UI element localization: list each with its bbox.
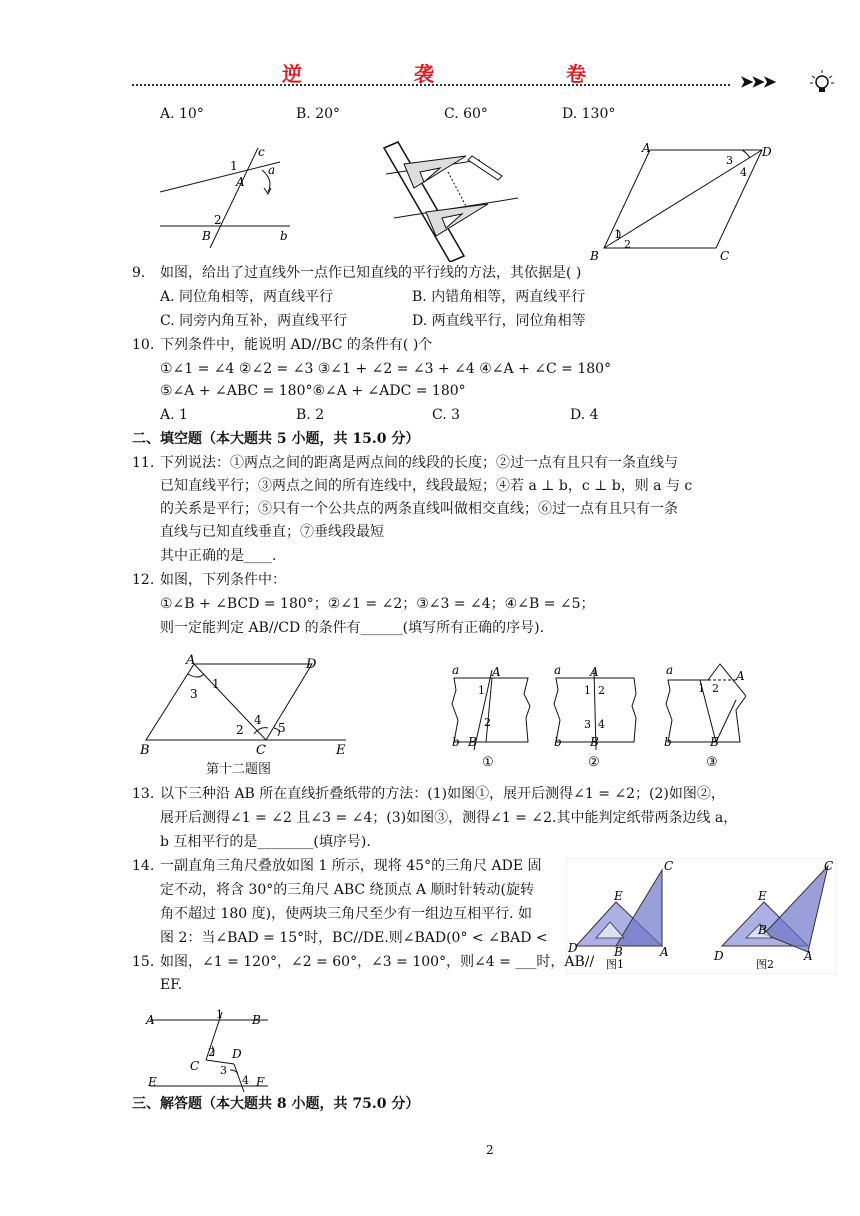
fig8c-label-D: D [762,145,772,159]
fig13-label-4b: 4 [598,718,605,731]
q8-option-d: D. 130° [562,106,616,122]
fig13-label-A3: A [736,669,745,683]
fig15-label-4: 4 [242,1074,249,1087]
fig13-label-b3: b [664,735,672,749]
q11-line-3: 的关系是平行；⑤只有一个公共点的两条直线叫做相交直线；⑥过一点有且只有一条 [160,501,678,517]
fig15-label-B: B [252,1013,261,1027]
fig8c-label-C: C [720,249,730,263]
q13-line-3: b 互相平行的是________(填序号). [160,834,371,850]
fig12-label-3: 3 [190,687,198,701]
q9-option-a: A. 同位角相等，两直线平行 [160,289,334,305]
q11-line-4: 直线与已知直线垂直；⑦垂线段最短 [160,524,384,540]
page-number: 2 [486,1143,494,1157]
figure-q13-strips [446,660,746,772]
fig12-caption: 第十二题图 [206,762,272,777]
q14-line-4: 图 2：当∠BAD = 15°时，BC//DE.则∠BAD(0° < ∠BAD < [160,930,548,946]
fig13-label-1c: 1 [698,682,705,695]
fig8c-label-1: 1 [614,228,621,241]
fig8a-label-2: 2 [214,213,222,227]
q8-option-b: B. 20° [296,106,341,122]
q12-number: 12. [132,572,155,588]
figure-q12-trapezoid [136,652,366,762]
q9-text: 如图，给出了过直线外一点作已知直线的平行线的方法，其依据是( ) [160,265,582,281]
fig13-caption-1: ① [482,755,494,770]
q10-number: 10. [132,337,155,353]
q15-line-1: 如图，∠1 = 120°，∠2 = 60°，∠3 = 100°，则∠4 = ___时，AB// [160,954,595,970]
q9-option-b: B. 内错角相等，两直线平行 [412,289,586,305]
fig14-label-C2: C [824,859,834,873]
q12-line-1: 如图，下列条件中： [160,572,286,588]
q14-line-2: 定不动，将含 30°的三角尺 ABC 绕顶点 A 顺时针转动(旋转 [160,882,535,898]
fig8c-label-4: 4 [740,166,747,179]
q9-option-d: D. 两直线平行，同位角相等 [412,313,586,329]
fig12-label-D: D [306,657,317,672]
fig12-label-4: 4 [254,713,262,727]
fig13-label-B1: B [468,735,477,749]
q14-number: 14. [132,858,155,874]
fig8a-label-a: a [268,163,276,177]
figure-q8-lines [150,140,300,250]
section-answer-heading: 三、解答题（本大题共 8 小题，共 75.0 分） [132,1096,420,1112]
q15-number: 15. [132,954,155,970]
q10-option-a: A. 1 [160,407,188,423]
fig14-label-C1: C [664,859,674,873]
q12-line-3: 则一定能判定 AB//CD 的条件有______(填写所有正确的序号). [160,620,545,636]
fig12-label-E: E [336,743,346,758]
fig8c-label-2: 2 [624,238,631,251]
fig8a-label-b: b [280,229,288,243]
header-title [0,58,860,86]
header-char-1: 逆 [282,62,304,86]
q10-text: 下列条件中，能说明 AD//BC 的条件有( )个 [160,337,433,353]
fig15-label-2: 2 [208,1046,215,1059]
header-divider [132,84,730,86]
figure-q15-parallel-lines [140,1006,280,1098]
q10-option-d: D. 4 [570,407,599,423]
fig8c-label-3: 3 [726,154,733,167]
fig12-label-B: B [140,743,150,758]
q10-option-c: C. 3 [432,407,461,423]
fig13-caption-3: ③ [706,755,718,770]
fig15-label-A: A [146,1013,155,1027]
q11-line-5: 其中正确的是____. [160,548,277,564]
fig13-label-a2: a [554,663,562,677]
q14-line-3: 角不超过 180 度)，使两块三角尺至少有一组边互相平行. 如 [160,906,532,922]
q13-line-2: 展开后测得∠1 = ∠2 且∠3 = ∠4；(3)如图③，测得∠1 = ∠2.其中能判定纸带两条边线 a， [160,810,738,826]
header-char-2: 袭 [414,62,436,86]
fig13-label-a1: a [452,663,460,677]
fig15-label-3: 3 [220,1064,227,1077]
q12-line-2: ①∠B + ∠BCD = 180°；②∠1 = ∠2；③∠3 = ∠4；④∠B = ∠5； [160,596,595,612]
q11-number: 11. [132,455,155,471]
figure-q14-set-squares [566,858,836,974]
q9-option-c: C. 同旁内角互补，两直线平行 [160,313,348,329]
lightbulb-icon [808,68,838,98]
fig14-caption-1: 图1 [606,958,624,971]
fig8a-label-B: B [202,229,211,243]
fig8c-label-B: B [590,249,599,263]
figure-q10-parallelogram [582,136,782,264]
fig13-label-b1: b [452,735,460,749]
q13-number: 13. [132,786,155,802]
fig13-label-B2: B [590,735,599,749]
q15-line-2: EF. [160,977,183,993]
fig13-caption-2: ② [588,755,600,770]
fig12-label-1: 1 [212,677,220,691]
q11-line-2: 已知直线平行；③两点之间的所有连线中，线段最短；④若 a ⊥ b，c ⊥ b，则 a 与 c [160,478,693,494]
fig13-label-1a: 1 [478,684,485,697]
fig13-label-1b: 1 [584,684,591,697]
q14-line-1: 一副直角三角尺叠放如图 1 所示，现将 45°的三角尺 ADE 固 [160,858,542,874]
fig14-label-A2: A [804,949,813,963]
fig14-label-D1: D [568,941,578,955]
header-arrows: ➤➤➤ [740,72,775,91]
fig13-label-A2: A [590,665,599,679]
fig15-label-C: C [190,1059,200,1073]
q13-line-1: 以下三种沿 AB 所在直线折叠纸带的方法：(1)如图①，展开后测得∠1 = ∠2；(2)如图②， [160,786,725,802]
fig13-label-B3: B [710,735,719,749]
fig13-label-A1: A [492,665,501,679]
fig13-label-b2: b [554,735,562,749]
fig14-caption-2: 图2 [756,958,774,971]
fig13-label-2c: 2 [712,682,719,695]
fig15-label-D: D [232,1047,242,1061]
q8-option-a: A. 10° [160,106,204,122]
fig14-label-B1: B [614,945,623,959]
fig14-label-E2: E [758,889,767,903]
q11-line-1: 下列说法：①两点之间的距离是两点间的线段的长度；②过一点有且只有一条直线与 [160,455,678,471]
fig14-label-B2: B [758,923,767,937]
fig13-label-a3: a [666,663,674,677]
fig8a-label-A: A [236,175,245,189]
fig14-label-A1: A [660,945,669,959]
q9-number: 9. [132,265,146,281]
header-char-3: 卷 [566,62,588,86]
fig8a-label-c: c [258,145,265,159]
q10-conditions-1: ①∠1 = ∠4 ②∠2 = ∠3 ③∠1 + ∠2 = ∠3 + ∠4 ④∠A + ∠C = 180° [160,361,612,377]
figure-q9-ruler [376,138,526,262]
fig12-label-2: 2 [236,723,244,737]
q10-conditions-2: ⑤∠A + ∠ABC = 180°⑥∠A + ∠ADC = 180° [160,383,466,399]
fig15-label-1: 1 [216,1008,223,1021]
fig12-label-A: A [186,653,196,668]
q8-option-c: C. 60° [444,106,488,122]
fig15-label-F: F [256,1075,265,1089]
fig13-label-2b: 2 [598,684,605,697]
q10-option-b: B. 2 [296,407,325,423]
fig14-label-E1: E [614,889,623,903]
fig12-label-5: 5 [278,721,286,735]
fig15-label-E: E [148,1075,157,1089]
fig13-label-3b: 3 [584,718,591,731]
fig8a-label-1: 1 [230,159,238,173]
section-fill-in-heading: 二、填空题（本大题共 5 小题，共 15.0 分） [132,431,420,447]
fig8c-label-A: A [642,141,651,155]
fig12-label-C: C [256,743,266,758]
fig13-label-2a: 2 [484,716,491,729]
fig14-label-D2: D [714,949,724,963]
